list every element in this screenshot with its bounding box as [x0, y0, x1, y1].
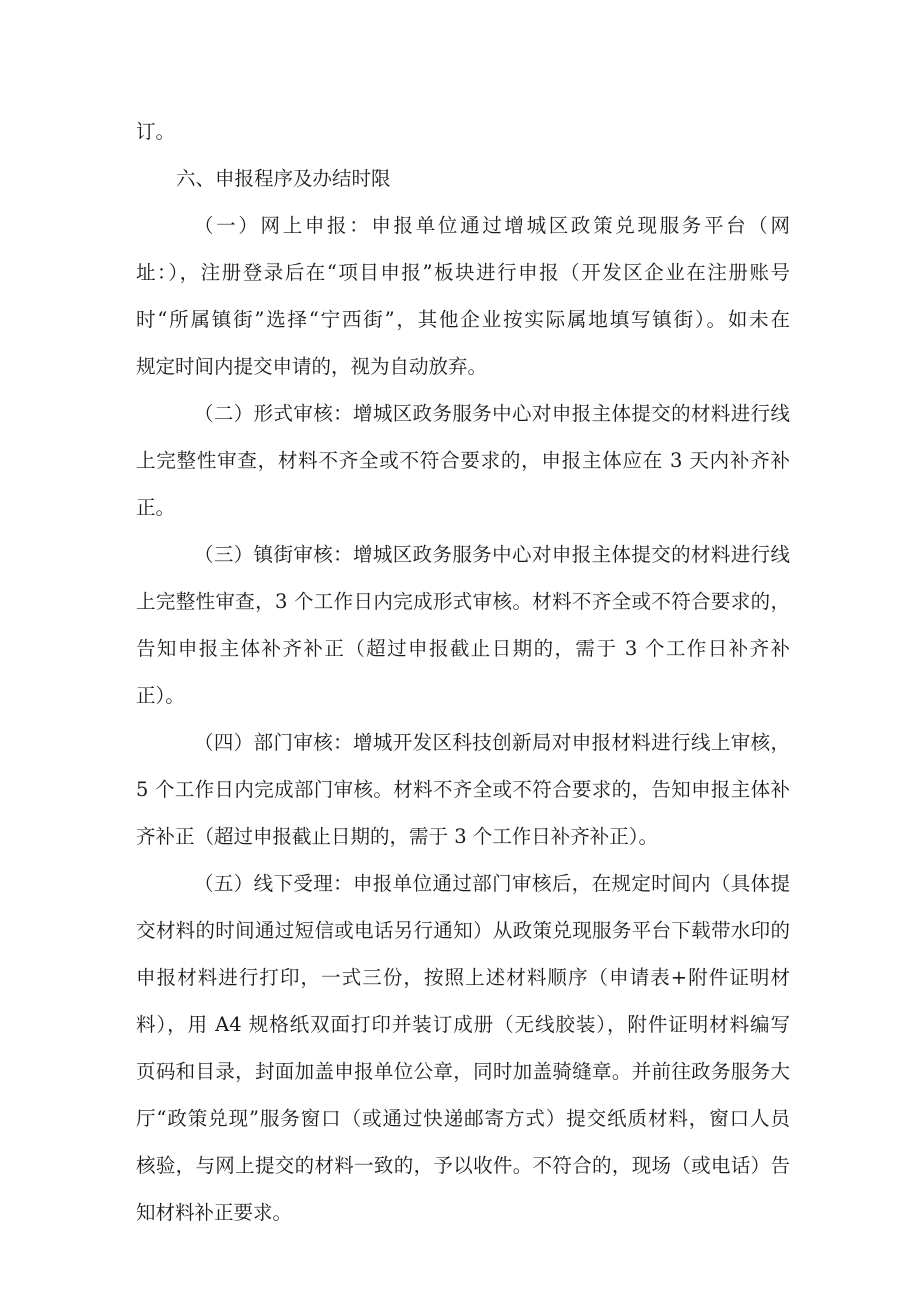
line-tail: 订。 [136, 120, 176, 143]
paragraph-line: 正。 [136, 496, 176, 519]
paragraph-line: （五）线下受理：申报单位通过部门审核后，在规定时间内（具体提 [194, 872, 790, 895]
paragraph-line: 告知申报主体补齐补正（超过申报截止日期的，需于 3 个工作日补齐补 [136, 637, 790, 660]
paragraph-line: 5 个工作日内完成部门审核。材料不齐全或不符合要求的，告知申报主体补 [136, 778, 790, 801]
document-page [136, 108, 790, 1236]
paragraph-line: 申报材料进行打印，一式三份，按照上述材料顺序（申请表+附件证明材 [136, 966, 790, 989]
paragraph-line: （二）形式审核：增城区政务服务中心对申报主体提交的材料进行线 [194, 402, 790, 425]
paragraph-line: 页码和目录，封面加盖申报单位公章，同时加盖骑缝章。并前往政务服务大 [136, 1060, 790, 1083]
paragraph-line: 料），用 A4 规格纸双面打印并装订成册（无线胶装），附件证明材料编写 [136, 1013, 790, 1036]
paragraph-line: 址：），注册登录后在“项目申报”板块进行申报（开发区企业在注册账号 [136, 261, 790, 284]
paragraph-line: 上完整性审查，3 个工作日内完成形式审核。材料不齐全或不符合要求的， [136, 590, 790, 613]
paragraph-line: 规定时间内提交申请的，视为自动放弃。 [136, 355, 488, 378]
paragraph-line: 正）。 [136, 684, 185, 707]
paragraph-line: 知材料补正要求。 [136, 1201, 293, 1224]
paragraph-line: 交材料的时间通过短信或电话另行通知）从政策兑现服务平台下载带水印的 [136, 919, 790, 942]
paragraph-line: 核验，与网上提交的材料一致的，予以收件。不符合的，现场（或电话）告 [136, 1154, 790, 1177]
paragraph-line: 时“所属镇街”选择“宁西街”，其他企业按实际属地填写镇街）。如未在 [136, 308, 790, 331]
paragraph-line: （三）镇街审核：增城区政务服务中心对申报主体提交的材料进行线 [194, 543, 790, 566]
section-heading: 六、申报程序及办结时限 [176, 167, 391, 190]
paragraph-line: 上完整性审查，材料不齐全或不符合要求的，申报主体应在 3 天内补齐补 [136, 449, 790, 472]
paragraph-line: 厅“政策兑现”服务窗口（或通过快递邮寄方式）提交纸质材料，窗口人员 [136, 1107, 790, 1130]
paragraph-line: （四）部门审核：增城开发区科技创新局对申报材料进行线上审核， [194, 731, 790, 754]
paragraph-line: （一）网上申报：申报单位通过增城区政策兑现服务平台（网 [194, 214, 790, 237]
paragraph-line: 齐补正（超过申报截止日期的，需于 3 个工作日补齐补正）。 [136, 825, 659, 848]
